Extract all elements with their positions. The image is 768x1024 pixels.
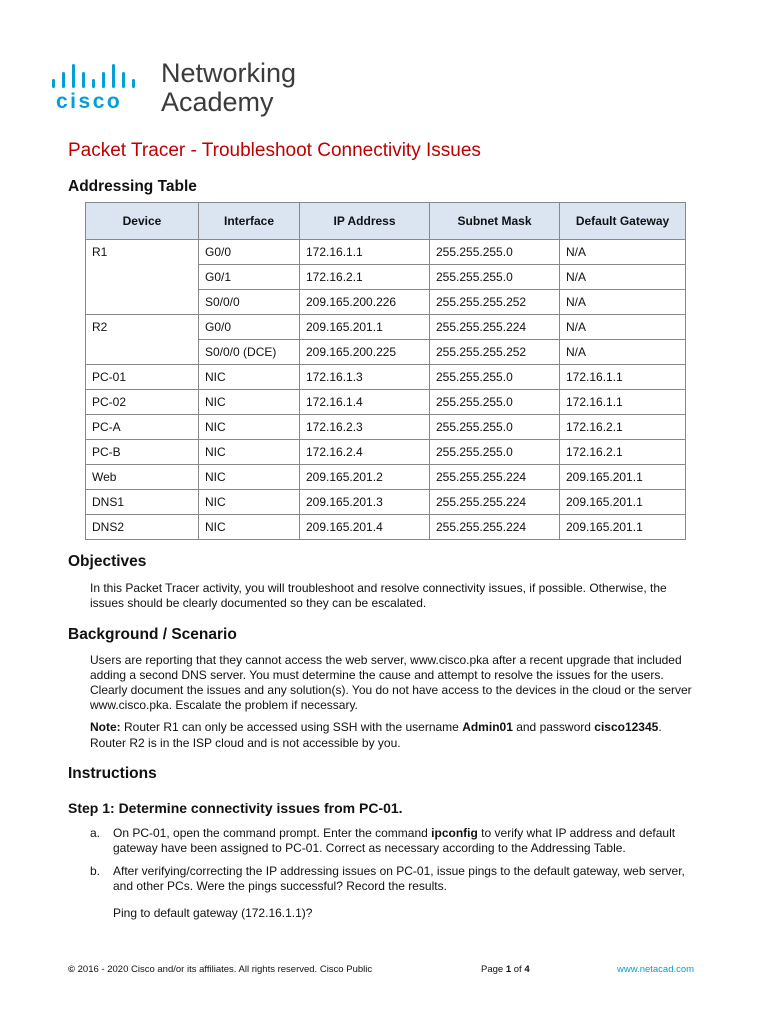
item-a-text-2: to verify what IP address and default gateway have been assigned to PC-01. Correct as necessary according to the Addressing Table. xyxy=(113,826,676,855)
gateway-cell: 172.16.1.1 xyxy=(560,365,686,390)
ip-cell: 209.165.200.225 xyxy=(300,340,430,365)
footer-url xyxy=(617,964,694,975)
ip-cell: 172.16.2.1 xyxy=(300,265,430,290)
interface-cell: S0/0/0 xyxy=(199,290,300,315)
copyright-symbol: © xyxy=(68,964,75,975)
page-current: 1 xyxy=(505,964,512,975)
note-username: Admin01 xyxy=(462,720,513,734)
item-b-label: b. xyxy=(90,864,101,878)
table-row xyxy=(86,315,686,340)
table-row xyxy=(86,515,686,540)
item-b-text: After verifying/correcting the IP addressing issues on PC-01, issue pings to the default gateway, web server, and other PCs. Were the pings successful? Record the results. xyxy=(113,864,685,893)
note-text-3: . xyxy=(658,720,662,734)
mask-cell: 255.255.255.0 xyxy=(430,265,560,290)
item-a-text xyxy=(113,826,703,856)
logo-networking: Networking xyxy=(161,58,297,88)
footer-copyright xyxy=(68,964,372,975)
mask-cell: 255.255.255.224 xyxy=(430,515,560,540)
page-mid: of xyxy=(511,964,525,975)
ip-cell: 172.16.1.4 xyxy=(300,390,430,415)
interface-cell: NIC xyxy=(199,390,300,415)
device-cell: DNS2 xyxy=(86,515,199,540)
table-row xyxy=(86,490,686,515)
interface-cell: NIC xyxy=(199,415,300,440)
objectives-text: In this Packet Tracer activity, you will troubleshoot and resolve connectivity issues, if possible. Otherwise, the issues should be clearly documented so they can be escalated. xyxy=(90,581,667,610)
table-row xyxy=(86,415,686,440)
mask-cell: 255.255.255.252 xyxy=(430,340,560,365)
mask-cell: 255.255.255.0 xyxy=(430,415,560,440)
table-row xyxy=(86,465,686,490)
ping-prompt: Ping to default gateway (172.16.1.1)? xyxy=(113,906,313,920)
interface-cell: NIC xyxy=(199,440,300,465)
note-password: cisco12345 xyxy=(594,720,659,734)
ip-cell: 172.16.2.3 xyxy=(300,415,430,440)
device-cell: PC-A xyxy=(86,415,199,440)
gateway-cell: N/A xyxy=(560,240,686,265)
interface-cell: NIC xyxy=(199,515,300,540)
item-a-text-1: On PC-01, open the command prompt. Enter the command xyxy=(113,826,432,840)
device-cell: PC-B xyxy=(86,440,199,465)
item-a-label: a. xyxy=(90,826,101,840)
interface-cell: G0/0 xyxy=(199,240,300,265)
gateway-cell: 172.16.2.1 xyxy=(560,415,686,440)
gateway-cell: 172.16.2.1 xyxy=(560,440,686,465)
table-row xyxy=(86,240,686,265)
table-header-row xyxy=(86,203,686,240)
device-cell: R1 xyxy=(86,240,199,315)
interface-cell: G0/0 xyxy=(199,315,300,340)
mask-cell: 255.255.255.224 xyxy=(430,465,560,490)
ip-cell: 172.16.1.1 xyxy=(300,240,430,265)
footer-page-number xyxy=(481,964,530,975)
mask-cell: 255.255.255.224 xyxy=(430,490,560,515)
ip-cell: 209.165.201.3 xyxy=(300,490,430,515)
device-cell: PC-01 xyxy=(86,365,199,390)
device-cell: R2 xyxy=(86,315,199,365)
table-row xyxy=(86,390,686,415)
interface-cell: G0/1 xyxy=(199,265,300,290)
column-header: Device xyxy=(86,203,199,240)
page-total: 4 xyxy=(524,964,530,975)
ip-cell: 209.165.201.4 xyxy=(300,515,430,540)
ip-cell: 209.165.200.226 xyxy=(300,290,430,315)
mask-cell: 255.255.255.0 xyxy=(430,440,560,465)
device-cell: PC-02 xyxy=(86,390,199,415)
table-row xyxy=(86,365,686,390)
gateway-cell: 209.165.201.1 xyxy=(560,515,686,540)
background-heading: Background / Scenario xyxy=(68,626,237,643)
objectives-heading: Objectives xyxy=(68,553,147,570)
mask-cell: 255.255.255.0 xyxy=(430,390,560,415)
ip-cell: 172.16.1.3 xyxy=(300,365,430,390)
page-prefix: Page xyxy=(481,964,506,975)
interface-cell: NIC xyxy=(199,365,300,390)
device-cell: DNS1 xyxy=(86,490,199,515)
ip-cell: 172.16.2.4 xyxy=(300,440,430,465)
background-note xyxy=(90,720,700,735)
cisco-wordmark: cisco xyxy=(56,90,123,113)
column-header: Interface xyxy=(199,203,300,240)
mask-cell: 255.255.255.252 xyxy=(430,290,560,315)
addressing-table xyxy=(85,202,686,540)
gateway-cell: 172.16.1.1 xyxy=(560,390,686,415)
column-header: Subnet Mask xyxy=(430,203,560,240)
column-header: Default Gateway xyxy=(560,203,686,240)
cisco-bars-icon xyxy=(52,62,148,88)
logo-academy: Academy xyxy=(161,87,274,117)
note-text-2: and password xyxy=(512,720,595,734)
gateway-cell: N/A xyxy=(560,265,686,290)
copyright-text: 2016 - 2020 Cisco and/or its affiliates. All rights reserved. Cisco Public xyxy=(75,964,373,975)
gateway-cell: 209.165.201.1 xyxy=(560,465,686,490)
note-label: Note: xyxy=(90,720,121,734)
instructions-heading: Instructions xyxy=(68,765,157,782)
gateway-cell: N/A xyxy=(560,290,686,315)
gateway-cell: N/A xyxy=(560,315,686,340)
note-text-1: Router R1 can only be accessed using SSH with the username xyxy=(120,720,463,734)
addressing-table-heading: Addressing Table xyxy=(68,178,197,195)
gateway-cell: N/A xyxy=(560,340,686,365)
mask-cell: 255.255.255.0 xyxy=(430,240,560,265)
background-note-line2: Router R2 is in the ISP cloud and is not accessible by you. xyxy=(90,736,401,750)
ip-cell: 209.165.201.2 xyxy=(300,465,430,490)
step1-title: Step 1: Determine connectivity issues from PC-01. xyxy=(68,800,403,816)
interface-cell: NIC xyxy=(199,490,300,515)
interface-cell: NIC xyxy=(199,465,300,490)
cisco-networking-academy-logo xyxy=(52,56,312,120)
table-row xyxy=(86,440,686,465)
item-a-command: ipconfig xyxy=(431,826,478,840)
mask-cell: 255.255.255.0 xyxy=(430,365,560,390)
interface-cell: S0/0/0 (DCE) xyxy=(199,340,300,365)
device-cell: Web xyxy=(86,465,199,490)
mask-cell: 255.255.255.224 xyxy=(430,315,560,340)
ip-cell: 209.165.201.1 xyxy=(300,315,430,340)
netacad-link[interactable]: www.netacad.com xyxy=(617,964,695,975)
column-header: IP Address xyxy=(300,203,430,240)
background-text: Users are reporting that they cannot access the web server, www.cisco.pka after a recent upgrade that included adding a second DNS server. You must determine the cause and attempt to resolve the issues for the users. Clearly document the issues and any solution(s). You do not have access to the devices in the cloud or the server www.cisco.pka. Escalate the problem if necessary. xyxy=(90,653,692,712)
page-title: Packet Tracer - Troubleshoot Connectivity Issues xyxy=(68,140,481,161)
gateway-cell: 209.165.201.1 xyxy=(560,490,686,515)
